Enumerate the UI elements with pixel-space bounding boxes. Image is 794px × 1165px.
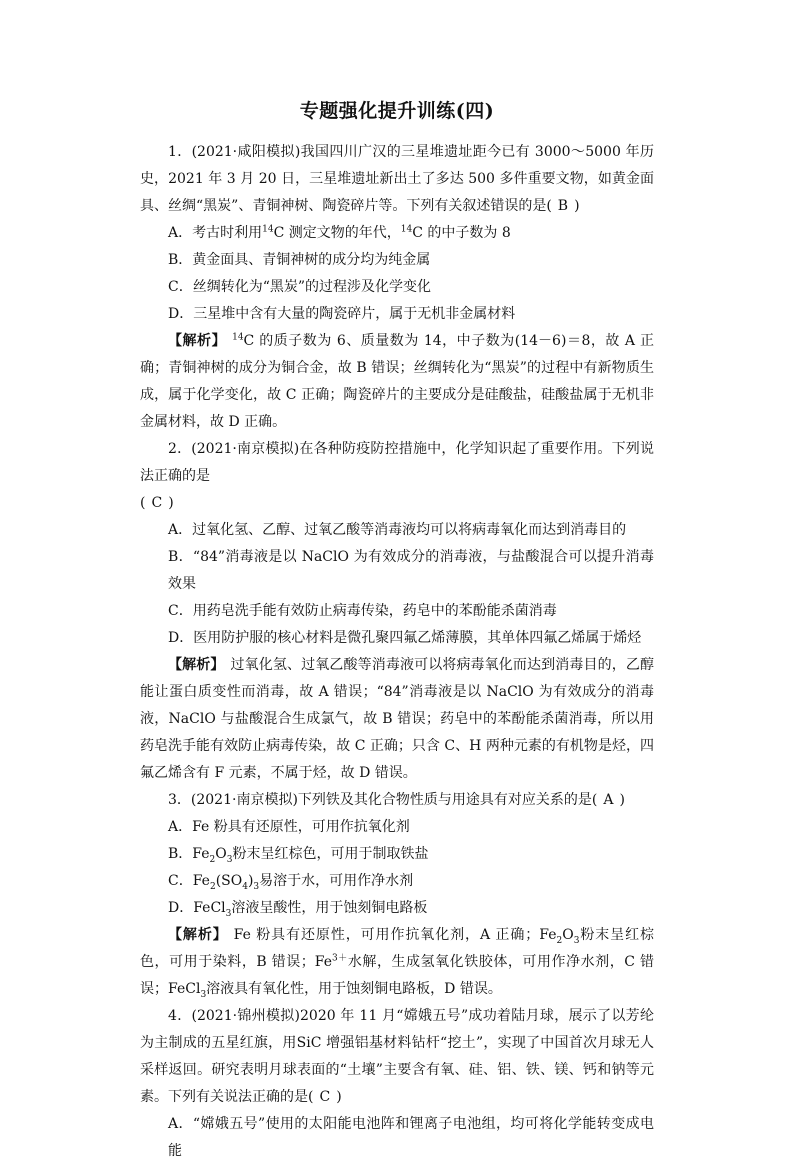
question-1-option-d: D．三星堆中含有大量的陶瓷碎片，属于无机非金属材料 [168,306,516,322]
question-3-option-d: D．FeCl$_3$溶液呈酸性，用于蚀刻铜电路板 [168,900,428,919]
question-3-stem: 3．(2021·南京模拟)下列铁及其化合物性质与用途具有对应关系的是( A ) [168,792,625,808]
question-4-stem: 4．(2021·锦州模拟)2020 年 11 月“嫦娥五号”成功着陆月球，展示了以芳纶为主制成的五星红旗，用SiC 增强铝基材料钻杆“挖土”，实现了中国首次月球无人采样返回。研究表明月球表面的“土壤”主要含有氧、硅、铝、铁、镁、钙和钠等元素。下列有关说法正确的是( C ) [140,1008,654,1105]
question-2-explanation: 【解析】 过氧化氢、过氧乙酸等消毒液可以将病毒氧化而达到消毒目的，乙醇能让蛋白质变性而消毒，故 A 错误；“84”消毒液是以 NaClO 为有效成分的消毒液，NaClO 与盐酸混合生成氯气，故 B 错误；药皂中的苯酚能杀菌消毒，所以用药皂洗手能有效防止病毒传染，故 C 正确；只含 C、H 两种元素的有机物是烃，四氟乙烯含有 F 元素，不属于烃，故 D 错误。 [140,657,655,781]
page-title: 专题强化提升训练(四) [299,100,495,122]
question-2-answer: C [151,495,163,511]
question-1-option-c: C．丝绸转化为“黑炭”的过程涉及化学变化 [168,279,432,295]
explanation-tag: 【解析】 [168,927,228,943]
question-4-option-a: A．“嫦娥五号”使用的太阳能电池阵和锂离子电池组，均可将化学能转变成电能 [168,1116,654,1159]
question-2-option-a: A．过氧化氢、乙醇、过氧乙酸等消毒液均可以将病毒氧化而达到消毒目的 [168,522,627,538]
question-4-answer: C [319,1089,331,1105]
question-2-option-c: C．用药皂洗手能有效防止病毒传染，药皂中的苯酚能杀菌消毒 [168,603,557,619]
question-1-text: 1．(2021·咸阳模拟)我国四川广汉的三星堆遗址距今已有 3000～5000 年历史，2021 年 3 月 20 日，三星堆遗址新出土了多达 500 多件重要文物，如黄金面具、丝绸“黑炭”、青铜神树、陶瓷碎片等。下列有关叙述错误的是( [140,144,654,214]
question-1-explanation: 【解析】 $^{14}$C 的质子数为 6、质量数为 14，中子数为(14－6)＝8，故 A 正确；青铜神树的成分为铜合金，故 B 错误；丝绸转化为“黑炭”的过程中有新物质生成，属于化学变化，故 C 正确；陶瓷碎片的主要成分是硅酸盐，硅酸盐属于无机非金属材料，故 D 正确。 [140,332,654,430]
question-2-stem: 2．(2021·南京模拟)在各种防疫防控措施中，化学知识起了重要作用。下列说法正确的是 ( C ) [140,441,654,511]
question-1-stem: 1．(2021·咸阳模拟)我国四川广汉的三星堆遗址距今已有 3000～5000 年历史，2021 年 3 月 20 日，三星堆遗址新出土了多达 500 多件重要文物，如黄金面具、丝绸“黑炭”、青铜神树、陶瓷碎片等。下列有关叙述错误的是( B ) [140,144,654,214]
explanation-tag: 【解析】 [168,333,227,349]
question-3-option-b: B．$Fe_2O_3$粉末呈红棕色，可用于制取铁盐 [168,846,429,865]
question-3-answer: A [603,792,614,808]
question-3-option-c: C．$Fe_2(SO_4)_3$易溶于水，可用作净水剂 [168,873,414,892]
question-3-option-a: A．Fe 粉具有还原性，可用作抗氧化剂 [168,819,410,835]
explanation-tag: 【解析】 [168,657,225,673]
question-2-option-d: D．医用防护服的核心材料是微孔聚四氟乙烯薄膜，其单体四氟乙烯属于烯烃 [168,630,642,646]
question-1-answer: B [557,198,569,214]
question-1-option-a: A．考古时利用$^{14}$C 测定文物的年代，$^{14}$C 的中子数为 8 [168,224,511,241]
question-3-explanation: 【解析】 Fe 粉具有还原性，可用作抗氧化剂，A 正确；$Fe_2O_3$粉末呈红棕色，可用于染料，B 错误；$Fe^{3+}$水解，生成氢氧化铁胶体，可用作净水剂，C 错误；FeCl$_3$溶液具有氧化性，用于蚀刻铜电路板，D 错误。 [140,927,655,1000]
question-2-option-b: B．“84”消毒液是以 NaClO 为有效成分的消毒液，与盐酸混合可以提升消毒效果 [168,549,654,592]
question-1-option-b: B．黄金面具、青铜神树的成分均为纯金属 [168,252,431,268]
